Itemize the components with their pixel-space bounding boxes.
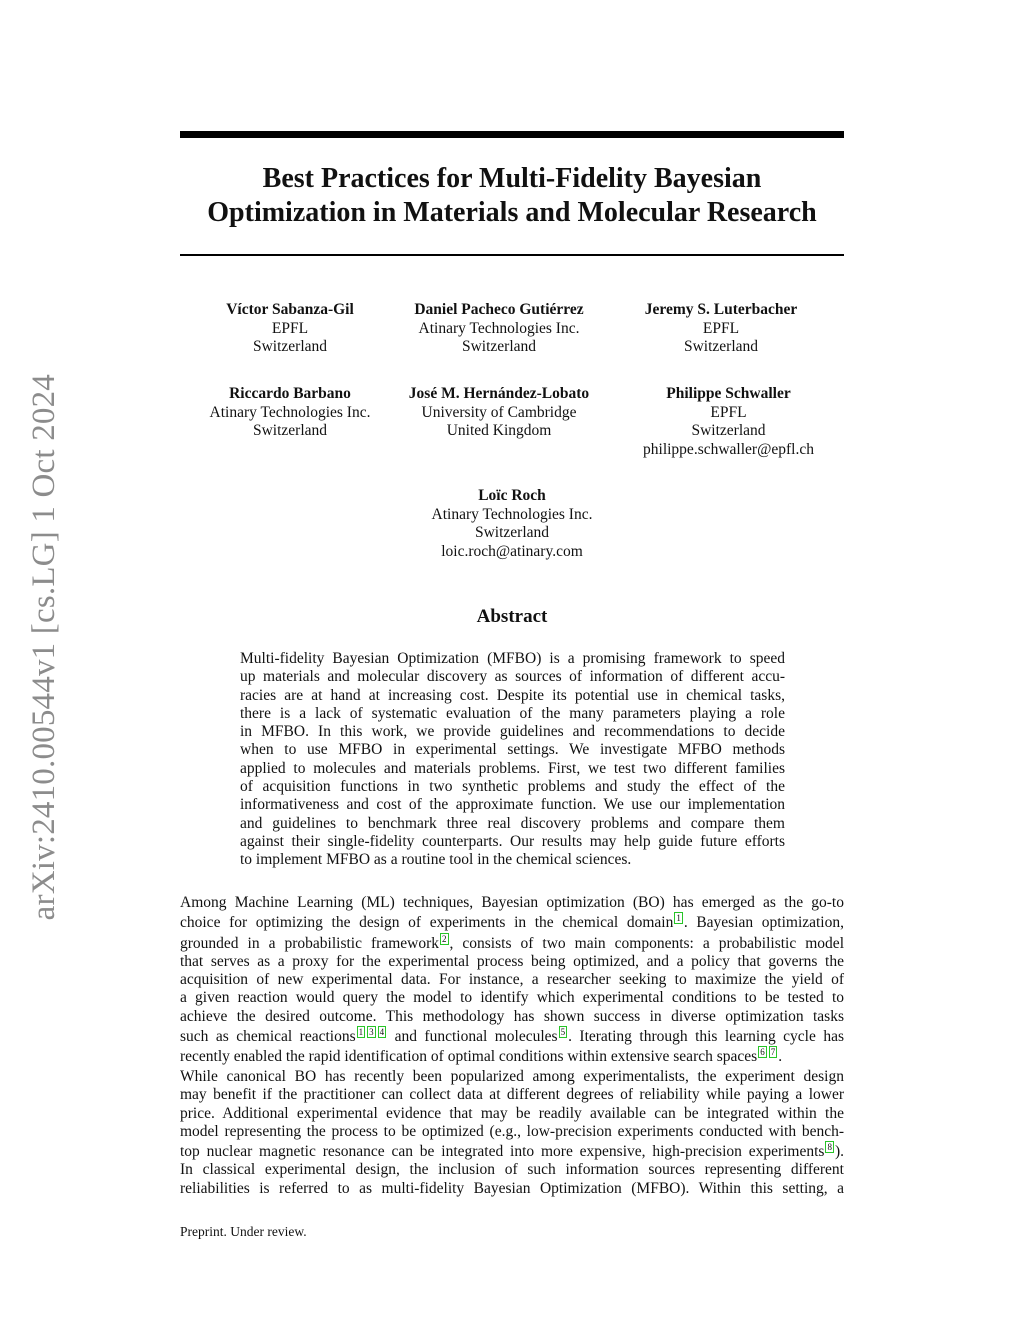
abstract-line: of acquisition functions in two synthetic problems and study the effect of the	[240, 778, 785, 796]
author-affiliation: EPFL	[702, 319, 740, 337]
author-name: Víctor Sabanza-Gil	[226, 301, 354, 318]
author-affiliation: Atinary Technologies Inc.	[431, 505, 593, 523]
author-affiliation: EPFL	[710, 403, 747, 421]
author-block	[402, 487, 622, 561]
abstract-line: against their single-fidelity counterparts. Our results may help guide future efforts	[240, 832, 785, 850]
title-line: Best Practices for Multi-Fidelity Bayesian	[262, 163, 762, 194]
author-block	[621, 301, 821, 357]
title-bottom-rule	[180, 254, 844, 256]
author-block	[621, 385, 836, 459]
preprint-footer: Preprint. Under review.	[180, 1224, 307, 1239]
author-affiliation: University of Cambridge	[421, 403, 577, 421]
abstract-line: there is a lack of systematic evaluation of the many parameters playing a role	[240, 704, 785, 722]
line-segment: recently enabled the rapid identification of optimal conditions within extensive search spaces	[180, 1048, 758, 1066]
paper-title	[180, 162, 844, 230]
paragraph-line	[180, 933, 844, 953]
abstract-line: racies are at hand at increasing cost. Despite its potential use in chemical tasks,	[240, 686, 785, 704]
line-segment: top nuclear magnetic resonance can be integrated into more expensive, high-precision experiments	[180, 1143, 825, 1161]
author-affiliation: EPFL	[271, 319, 309, 337]
author-email[interactable]: philippe.schwaller@epfl.ch	[643, 440, 814, 458]
author-block	[389, 385, 609, 441]
author-country: Switzerland	[683, 338, 759, 355]
author-name: José M. Hernández-Lobato	[408, 385, 590, 402]
line-segment: and functional molecules	[387, 1028, 558, 1046]
author-affiliation: Atinary Technologies Inc.	[418, 319, 580, 337]
paragraph-line: In classical experimental design, the inclusion of such information sources representing different	[180, 1161, 844, 1179]
arxiv-id: arXiv:2410.00544v1 [cs.LG] 1 Oct 2024	[26, 374, 62, 921]
author-name: Loïc Roch	[478, 487, 546, 504]
line-segment: .	[778, 1048, 783, 1066]
author-block	[190, 301, 390, 357]
body-paragraph	[180, 1068, 844, 1198]
paragraph-line: achieve the desired outcome. This methodology has shown success in diverse optimization tasks	[180, 1007, 844, 1025]
paragraph-line	[180, 1141, 844, 1161]
title-line: Optimization in Materials and Molecular Research	[207, 197, 817, 228]
body-paragraph	[180, 894, 844, 1067]
author-name: Philippe Schwaller	[666, 385, 791, 402]
author-email[interactable]: loic.roch@atinary.com	[441, 542, 583, 560]
paragraph-line: acquisition of new experimental data. For instance, a researcher seeking to maximize the yield of	[180, 971, 844, 989]
line-segment: such as chemical reactions	[180, 1028, 356, 1046]
line-segment: grounded in a probabilistic framework	[180, 934, 439, 952]
author-block	[190, 385, 390, 441]
citation-link[interactable]: 7	[770, 1047, 776, 1058]
abstract-line: to implement MFBO as a routine tool in the chemical sciences.	[240, 851, 632, 869]
abstract-heading: Abstract	[476, 606, 548, 627]
abstract-line: in MFBO. In this work, we provide guidelines and recommendations to decide	[240, 723, 785, 741]
author-name: Daniel Pacheco Gutiérrez	[414, 301, 584, 318]
paragraph-line	[180, 912, 844, 932]
line-segment: . Bayesian optimization,	[683, 914, 844, 932]
author-affiliation: Atinary Technologies Inc.	[209, 403, 371, 421]
author-country: Switzerland	[474, 524, 550, 541]
author-block	[389, 301, 609, 357]
author-name: Jeremy S. Luterbacher	[644, 301, 798, 318]
abstract-line: up materials and molecular discovery as sources of information of different accu-	[240, 668, 785, 686]
citation-link[interactable]: 2	[442, 933, 447, 944]
author-country: Switzerland	[691, 422, 766, 439]
paragraph-line: that serves as a proxy for the experimental process being optimized, and a policy that governs the	[180, 952, 844, 970]
paragraph-line	[180, 1026, 844, 1046]
citation-link[interactable]: 3	[369, 1027, 374, 1038]
arxiv-stamp	[22, 365, 67, 930]
paragraph-line: reliabilities is referred to as multi-fidelity Bayesian Optimization (MFBO). Within this setting, a	[180, 1179, 844, 1197]
citation-link[interactable]: 1	[358, 1027, 364, 1038]
abstract-line: when to use MFBO in experimental settings. We investigate MFBO methods	[240, 741, 785, 759]
author-country: Switzerland	[461, 338, 537, 355]
paragraph-line: price. Additional experimental evidence that may be readily available can be integrated within the	[180, 1104, 844, 1122]
paragraph-line: model representing the process to be optimized (e.g., low-precision experiments conducted with bench-	[180, 1122, 844, 1140]
paragraph-line: Among Machine Learning (ML) techniques, Bayesian optimization (BO) has emerged as the go-to	[180, 894, 844, 911]
citation-link[interactable]: 4	[379, 1027, 385, 1038]
title-top-rule	[180, 131, 844, 138]
abstract-line: informativeness and cost of the approximate function. We use our implementation	[240, 796, 785, 814]
author-country: United Kingdom	[446, 422, 552, 439]
abstract-line: Multi-fidelity Bayesian Optimization (MFBO) is a promising framework to speed	[240, 650, 785, 667]
line-segment: ).	[834, 1143, 844, 1161]
abstract-body	[240, 650, 785, 870]
citation-link[interactable]: 1	[676, 913, 681, 924]
author-country: Switzerland	[252, 422, 328, 439]
line-segment: , consists of two main components: a probabilistic model	[449, 934, 844, 952]
citation-link[interactable]: 8	[827, 1142, 832, 1153]
paragraph-line: a given reaction would query the model to identify which experimental conditions to be tested to	[180, 989, 844, 1007]
paragraph-line	[180, 1046, 844, 1066]
abstract-line: applied to molecules and materials problems. First, we test two different families	[240, 759, 785, 777]
author-name: Riccardo Barbano	[229, 385, 351, 402]
author-country: Switzerland	[252, 338, 328, 355]
line-segment: choice for optimizing the design of experiments in the chemical domain	[180, 914, 674, 932]
citation-link[interactable]: 6	[760, 1047, 765, 1058]
paragraph-line: may benefit if the practitioner can collect data at different degrees of reliability while paying a lower	[180, 1086, 844, 1104]
paragraph-line: While canonical BO has recently been popularized among experimentalists, the experiment design	[180, 1068, 844, 1085]
abstract-line: and guidelines to benchmark three real discovery problems and compare them	[240, 814, 785, 832]
line-segment: . Iterating through this learning cycle has	[568, 1028, 844, 1046]
citation-link[interactable]: 5	[560, 1027, 566, 1038]
